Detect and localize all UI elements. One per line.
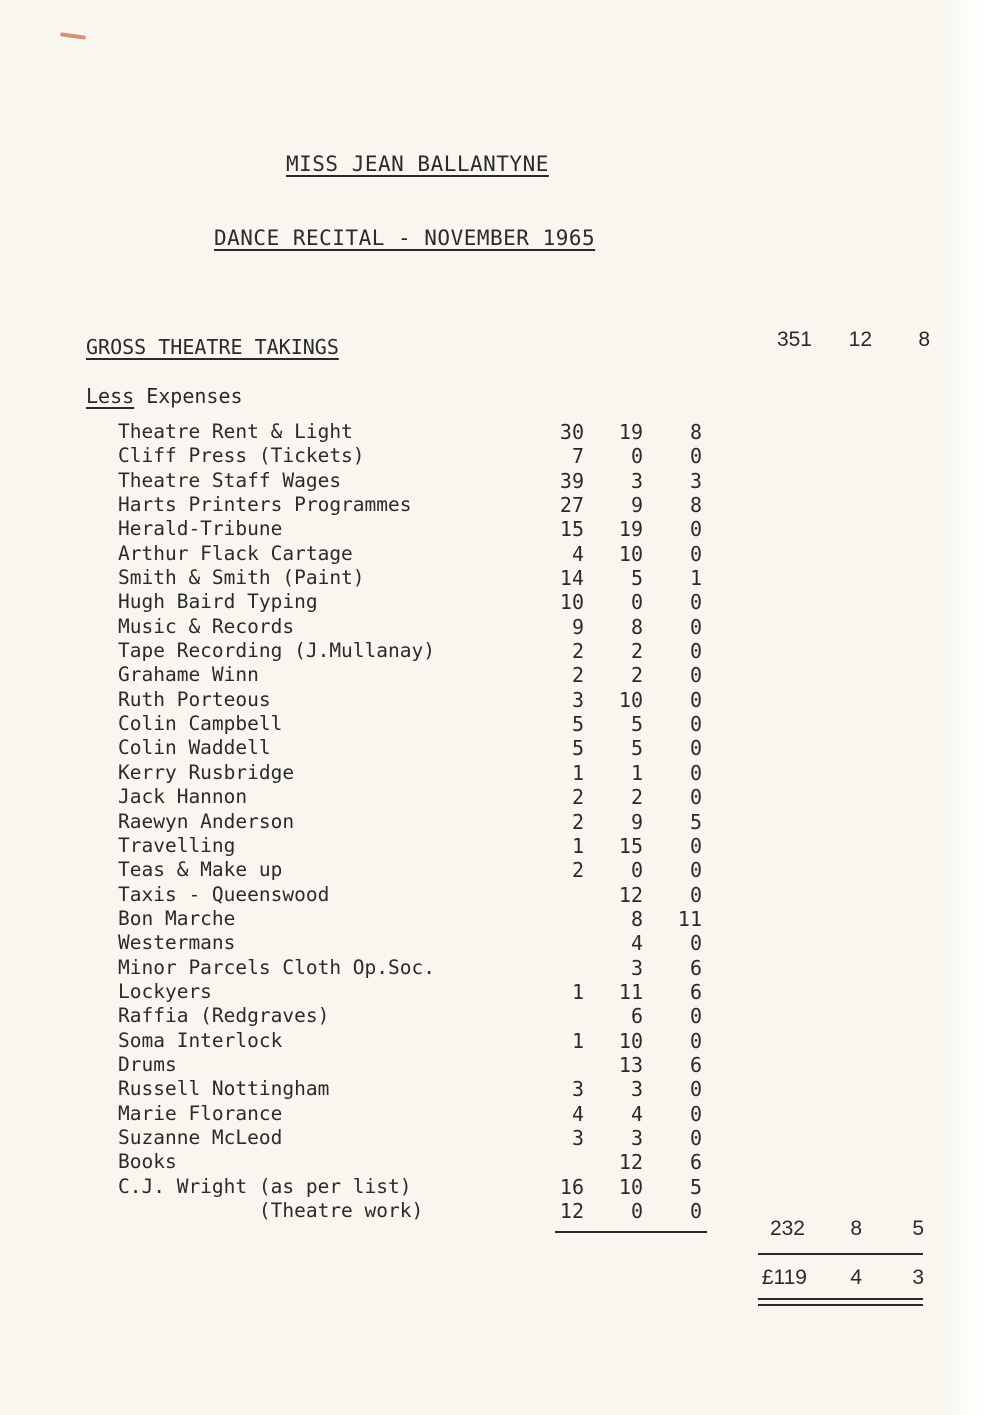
expense-pounds: 39 [559,468,584,493]
expense-name: Teas & Make up [118,858,283,882]
expense-shillings: 12 [618,882,643,907]
expense-name: Raffia (Redgraves) [118,1004,330,1028]
expense-pounds: 15 [559,517,584,542]
expense-shillings: 0 [630,590,643,615]
expense-shillings: 2 [630,639,643,664]
expense-pounds: 5 [571,736,584,761]
expense-pence: 0 [689,590,702,615]
total-pounds: 232 [769,1217,805,1240]
expense-name: Books [118,1150,177,1174]
expense-shillings: 4 [630,931,643,956]
expense-name: Theatre Staff Wages [118,468,342,492]
expense-name: Hugh Baird Typing [118,590,318,614]
expense-shillings: 15 [618,833,643,858]
expense-shillings: 0 [630,444,643,469]
expense-pounds: 2 [571,809,584,834]
expense-pence: 8 [689,493,702,518]
expense-pence: 8 [689,420,702,444]
expense-pence: 0 [689,541,702,566]
expense-name: Theatre Rent & Light [118,420,353,443]
expense-pounds: 4 [571,541,584,566]
expense-pence: 6 [689,1052,702,1077]
expense-row [0,688,1000,712]
expense-row [0,1102,1000,1126]
expense-name: C.J. Wright (as per list) [118,1174,412,1198]
expense-shillings: 11 [618,979,643,1004]
expense-pence: 5 [689,809,702,834]
expense-shillings: 6 [630,1004,643,1029]
expense-name: Travelling [118,833,236,857]
expense-pence: 0 [689,614,702,639]
expense-shillings: 1 [630,760,643,785]
expense-pounds: 2 [571,785,584,810]
expense-name: Raewyn Anderson [118,809,295,833]
expense-name: Kerry Rusbridge [118,760,295,784]
expense-pounds: 27 [559,493,584,518]
expense-pounds: 3 [571,1077,584,1102]
expense-pence: 5 [689,1174,702,1199]
total-pence: 5 [912,1217,924,1240]
expense-pence: 6 [689,1150,702,1175]
total-shillings: 8 [850,1217,862,1240]
less-expenses-heading [86,384,243,408]
less-word: Less [86,384,135,408]
expense-row [0,663,1000,687]
expense-pence: 0 [689,1101,702,1126]
expense-name: Tape Recording (J.Mullanay) [118,639,435,663]
expense-row [0,1053,1000,1077]
expenses-word: Expenses [146,384,243,408]
expense-pence: 0 [689,712,702,737]
expense-row [0,1029,1000,1053]
expense-pounds: 3 [571,1125,584,1150]
expense-pence: 0 [689,736,702,761]
expense-row [0,542,1000,566]
expense-pounds: 1 [571,1028,584,1053]
expense-pence: 0 [689,663,702,688]
gross-pounds: 351 [776,328,812,351]
expense-shillings: 0 [630,1199,643,1223]
expense-pence: 0 [689,1028,702,1053]
expense-pounds: 7 [571,444,584,469]
expense-pounds: 3 [571,687,584,712]
expense-pounds: 9 [571,614,584,639]
expense-pence: 3 [689,468,702,493]
expense-row [0,980,1000,1004]
gross-shillings: 12 [848,328,872,351]
expense-row [0,469,1000,493]
expense-row [0,1077,1000,1101]
expense-pence: 0 [689,444,702,469]
expense-row [0,1004,1000,1028]
expense-name: Russell Nottingham [118,1077,330,1101]
net-pence: 3 [912,1266,924,1289]
expense-name: Lockyers [118,979,212,1003]
expense-pence: 0 [689,517,702,542]
expense-pence: 0 [689,882,702,907]
expense-pence: 0 [689,1125,702,1150]
expense-name: Cliff Press (Tickets) [118,444,365,468]
expense-name: Marie Florance [118,1101,283,1125]
expense-shillings: 3 [630,1125,643,1150]
expense-name: Soma Interlock [118,1028,283,1052]
expense-pounds: 1 [571,833,584,858]
expense-row [0,566,1000,590]
expense-row [0,834,1000,858]
expense-row [0,858,1000,882]
net-double-rule-bottom [758,1304,923,1306]
expense-pounds: 1 [571,760,584,785]
expense-row [0,761,1000,785]
expense-pounds: 5 [571,712,584,737]
expense-pounds: 2 [571,663,584,688]
expense-pounds: 30 [559,420,584,444]
expense-pence: 0 [689,760,702,785]
expense-pence: 0 [689,858,702,883]
expense-shillings: 3 [630,1077,643,1102]
expense-name: (Theatre work) [118,1199,424,1222]
expense-list [0,420,1000,1223]
page-edge [940,0,1000,1415]
expense-shillings: 9 [630,809,643,834]
expense-row [0,420,1000,444]
expense-row [0,1150,1000,1174]
expense-row [0,493,1000,517]
expense-shillings: 5 [630,736,643,761]
expense-pounds: 2 [571,639,584,664]
expense-name: Arthur Flack Cartage [118,541,353,565]
expense-row [0,736,1000,760]
net-shillings: 4 [850,1266,862,1289]
expense-name: Herald-Tribune [118,517,283,541]
expense-shillings: 3 [630,468,643,493]
expense-pence: 0 [689,785,702,810]
expense-row [0,1126,1000,1150]
expense-pence: 0 [689,1077,702,1102]
document-title: MISS JEAN BALLANTYNE [286,152,549,176]
expense-shillings: 12 [618,1150,643,1175]
expense-shillings: 0 [630,858,643,883]
expense-row [0,712,1000,736]
expense-row [0,444,1000,468]
expense-name: Music & Records [118,614,295,638]
expense-row [0,956,1000,980]
expense-shillings: 19 [618,517,643,542]
expense-shillings: 9 [630,493,643,518]
expense-name: Drums [118,1052,177,1076]
expense-pounds: 16 [559,1174,584,1199]
expense-row [0,785,1000,809]
expense-shillings: 10 [618,541,643,566]
expense-pence: 0 [689,1199,702,1223]
expense-row [0,590,1000,614]
expense-shillings: 10 [618,1028,643,1053]
expense-name: Jack Hannon [118,785,248,809]
expense-shillings: 10 [618,1174,643,1199]
expense-pounds: 4 [571,1101,584,1126]
expense-row [0,1175,1000,1199]
expense-pounds: 2 [571,858,584,883]
expense-name: Taxis - Queenswood [118,882,330,906]
expense-pence: 0 [689,833,702,858]
expense-shillings: 5 [630,712,643,737]
total-rule [758,1253,923,1255]
expense-pounds: 10 [559,590,584,615]
expense-row [0,883,1000,907]
expense-name: Westermans [118,931,236,955]
expense-row [0,615,1000,639]
expense-name: Ruth Porteous [118,687,271,711]
expense-shillings: 2 [630,785,643,810]
expense-row [0,810,1000,834]
expense-shillings: 3 [630,955,643,980]
subtotal-rule [555,1231,707,1233]
expense-name: Colin Campbell [118,712,283,736]
expense-name: Harts Printers Programmes [118,493,412,517]
expense-pence: 0 [689,687,702,712]
expense-shillings: 13 [618,1052,643,1077]
expense-shillings: 19 [618,420,643,444]
expense-pounds: 12 [559,1199,584,1223]
expense-shillings: 4 [630,1101,643,1126]
expense-shillings: 10 [618,687,643,712]
expense-pence: 6 [689,979,702,1004]
expense-pence: 6 [689,955,702,980]
ink-mark [60,32,86,40]
expense-shillings: 8 [630,614,643,639]
expense-row [0,639,1000,663]
net-pounds: £119 [761,1266,807,1289]
document-subtitle: DANCE RECITAL - NOVEMBER 1965 [214,226,596,250]
expense-row [0,517,1000,541]
gross-takings-label: GROSS THEATRE TAKINGS [86,335,339,359]
expense-pence: 11 [677,906,702,931]
expense-pounds: 1 [571,979,584,1004]
expense-name: Smith & Smith (Paint) [118,566,365,590]
expense-name: Minor Parcels Cloth Op.Soc. [118,955,435,979]
expense-shillings: 2 [630,663,643,688]
expense-row [0,907,1000,931]
gross-pence: 8 [918,328,930,351]
expense-shillings: 8 [630,906,643,931]
expense-shillings: 5 [630,566,643,591]
expense-pounds: 14 [559,566,584,591]
expense-pence: 0 [689,1004,702,1029]
net-double-rule-top [758,1298,923,1300]
expense-pence: 0 [689,931,702,956]
expense-name: Colin Waddell [118,736,271,760]
expense-pence: 0 [689,639,702,664]
expense-pence: 1 [689,566,702,591]
expense-name: Bon Marche [118,906,236,930]
expense-row [0,931,1000,955]
expense-name: Suzanne McLeod [118,1125,283,1149]
expense-name: Grahame Winn [118,663,259,687]
